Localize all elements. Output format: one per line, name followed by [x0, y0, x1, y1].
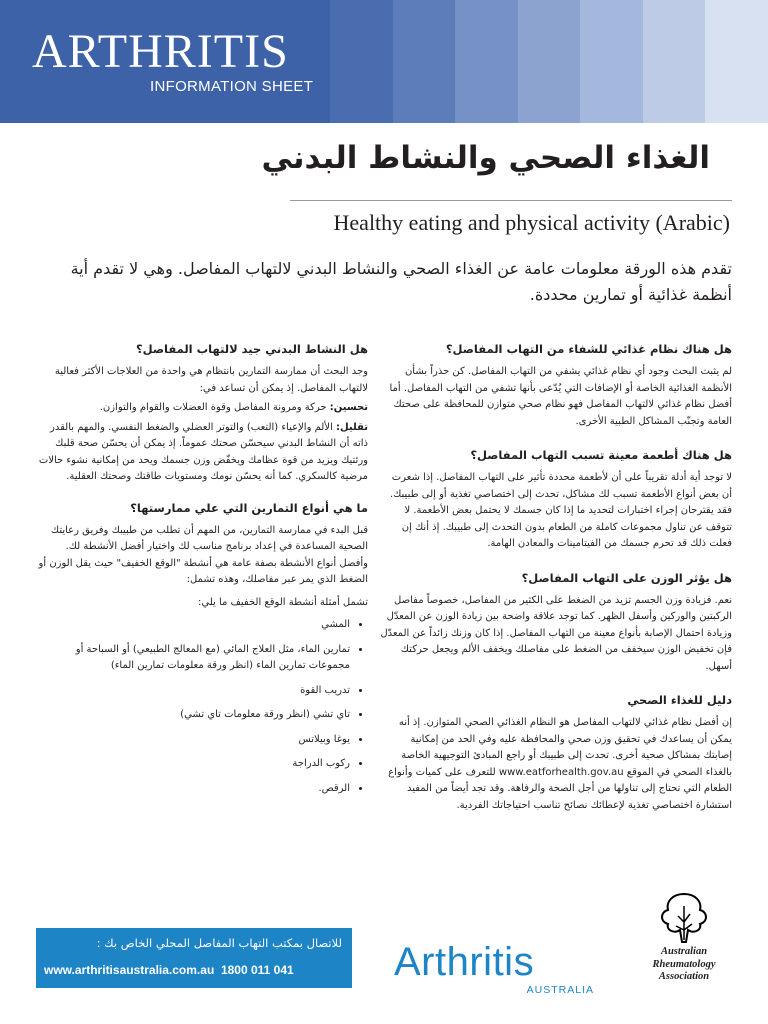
- section-heading-healthy-eating-guide: دليل للغذاء الصحي: [627, 693, 732, 707]
- section-heading-foods-cause: هل هناك أطعمة معينة تسبب التهاب المفاصل؟: [470, 448, 732, 462]
- intro-paragraph: تقدم هذه الورقة معلومات عامة عن الغذاء الصحي والنشاط البدني لالتهاب المفاصل. وهي لا تقدم أية أنظمة غذائية أو تمارين محددة.: [70, 259, 732, 304]
- ara-line-1: Australian: [660, 946, 708, 957]
- phone-number[interactable]: 1800 011 041: [220, 963, 294, 977]
- section-body-physical-activity: وجد البحث أن ممارسة التمارين بانتظام هي واحدة من العلاجات الأكثر فعالية لالتهاب المفاصل. إذ يمكن أن تساعد في:: [54, 366, 368, 394]
- contact-heading: للاتصال بمكتب التهاب المفاصل المحلي الخاص بك :: [96, 936, 342, 950]
- header-stripe: [580, 0, 644, 123]
- logo-wordmark: Arthritis: [394, 940, 535, 984]
- activities-list: [36, 617, 368, 797]
- benefit-improve: [36, 400, 368, 417]
- ara-line-3: Association: [658, 971, 710, 982]
- arthritis-australia-logo: [394, 940, 594, 1002]
- section-body-diet-cure: لم يثبت البحث وجود أي نظام غذائي يشفي من التهاب المفاصل. كن حذراً بشأن الأنظمة الغذائية الخاصة أو الإضافات التي يُدّعى بأنها تشفي من التهاب المفاصل. أما أفضل نظام غذائي لالتهاب المفاصل فهو نظام صحي متوازن للمحافظة على صحتك العامة وتجنّب المشاكل الطبية الأخرى.: [389, 366, 732, 427]
- section-heading-diet-cure: هل هناك نظام غذائي للشفاء من التهاب المفاصل؟: [445, 342, 732, 356]
- ara-line-2: Rheumatology: [652, 958, 716, 970]
- benefit-improve-label: تحسين:: [329, 402, 368, 413]
- header-stripe: [705, 0, 768, 123]
- guide-text-part1: إن أفضل نظام غذائي لالتهاب المفاصل هو النظام الغذائي الصحي المتوازن. إذ أنه يمكن أن يساعدك في تحقيق وزن صحي والمحافظة عليه وفي الحد من إمكانية إصابتك بمشاكل صحية أخرى. تحدث إلى طبيبك أو راجع المبادئ التوجيهية الخاصة بالغذاء الصحي في الموقع: [398, 717, 732, 778]
- section-heading-exercise-types: ما هي أنواع التمارين التي علي ممارستها؟: [130, 500, 368, 515]
- tree-icon: [628, 890, 740, 946]
- ara-name: [628, 946, 740, 984]
- right-column: [380, 340, 732, 820]
- page-title-arabic: الغذاء الصحي والنشاط البدني: [261, 140, 710, 176]
- brand-title: ARTHRITIS: [32, 25, 289, 78]
- benefit-reduce-label: تقليل:: [335, 421, 368, 433]
- list-item: • المشي: [36, 617, 350, 634]
- header-stripe: [393, 0, 457, 123]
- brand-subtitle: INFORMATION SHEET: [150, 78, 314, 95]
- benefit-reduce: [36, 420, 368, 486]
- left-column: [36, 340, 368, 805]
- list-item: • تمارين الماء، مثل العلاج المائي (مع المعالج الطبيعي) أو السباحة أو مجموعات تمارين الماء (انظر ورقة معلومات تمارين الماء): [36, 642, 350, 675]
- list-item: • الرقص.: [36, 781, 350, 798]
- header-stripe: [518, 0, 582, 123]
- section-body-weight: نعم. فزيادة وزن الجسم تزيد من الضغط على الكثير من المفاصل، خصوصاً مفاصل الركبتين والوركين وأسفل الظهر. كما توجد علاقة واضحة بين زيادة الوزن عن المعدّل وزيادة احتمال الإصابة بأنواع معينة من التهاب المفاصل. إذا كان وزنك زائداً عن المعدّل فإن تخفيض الوزن سيخفف من الضغط على مفاصلك ويخفف الألم ويجعل حركتك أسهل.: [380, 594, 732, 672]
- contact-details: [44, 963, 294, 977]
- section-heading-physical-activity: هل النشاط البدني جيد لالتهاب المفاصل؟: [135, 342, 368, 356]
- benefit-improve-text: حركة ومرونة المفاصل وقوة العضلات والقوام والتوازن.: [99, 402, 327, 413]
- logo-subtext: AUSTRALIA: [526, 984, 594, 996]
- header-stripe: [455, 0, 519, 123]
- ara-logo: [628, 890, 740, 1000]
- header-stripe: [330, 0, 394, 123]
- section-body-healthy-eating-guide: [380, 715, 732, 814]
- list-item: • ركوب الدراجة: [36, 756, 350, 773]
- header-stripe: [643, 0, 707, 123]
- section-body-exercise-types: قبل البدء في ممارسة التمارين، من المهم أن تطلب من طبيبك وفريق رعايتك الصحية المساعدة في إعداد برنامج مناسب لك واختيار أفضل الأنشطة لك. وأفضل أنواع الأنشطة بصفة عامة هي أنشطة "الوقع الخفيف" حيث يقل الوزن أو الضغط الذي يمر عبر مفاصلك، وهذه تشمل:: [38, 524, 368, 585]
- list-item: • يوغا وبيلاتس: [36, 732, 350, 749]
- contact-box: [36, 928, 352, 988]
- section-heading-weight: هل يؤثر الوزن على التهاب المفاصل؟: [521, 570, 732, 585]
- activities-intro: تشمل أمثلة أنشطة الوقع الخفيف ما يلي:: [197, 596, 368, 608]
- section-body-foods-cause: لا توجد أية أدلة تقريباً على أن لأطعمة محددة تأثير على التهاب المفاصل. إذا شعرت أن بعض أنواع الأطعمة تسبب لك مشاكل، تحدث إلى اختصاصي تغذية أو إلى طبيبك. فقد يقترحان إجراء اختبارات لتحديد ما إذا كان جسمك لا يحتمل بعض الأطعمة. لا تتوقف عن تناول مجموعات كاملة من الطعام بدون التحدث إلى طبيبك. إذ أنك إن فعلت ذلك قد تحرم جسمك من الفيتامينات والمعادن الهامة.: [389, 472, 732, 549]
- header-banner: [0, 0, 768, 123]
- eatforhealth-link[interactable]: www.eatforhealth.gov.au: [498, 766, 624, 778]
- website-link[interactable]: www.arthritisaustralia.com.au: [44, 963, 215, 977]
- guide-text-part2: للتعرف على كميات وأنواع الطعام التي تحتاج إلى تناولها من أجل الصحة والرفاهة. وقد تجد أيضاً من المفيد استشارة اختصاصي تغذية لإعطائك نصائح تناسب احتياجاتك الفردية.: [388, 766, 732, 811]
- benefit-reduce-text: الألم والإعياء (التعب) والتوتر العضلي والضغط النفسي. والمهم بالقدر ذاته أن النشاط البدني سيحسّن صحتك عموماً. إذ يمكن أن يحسّن صحة قلبك ورئتيك ويزيد من قوة عظامك ويخفّض وزن جسمك ويحد من إمكانية نشوء حالات مرضية كالسكري. كما أنه يحسّن نومك ومستويات طاقتك وصحتك العقلية.: [38, 421, 368, 482]
- list-item: • تاي تشي (انظر ورقة معلومات تاي تشي): [36, 707, 350, 724]
- page-title-english: Healthy eating and physical activity (Arabic): [333, 210, 730, 235]
- title-divider: [290, 200, 732, 201]
- list-item: • تدريب القوة: [36, 683, 350, 700]
